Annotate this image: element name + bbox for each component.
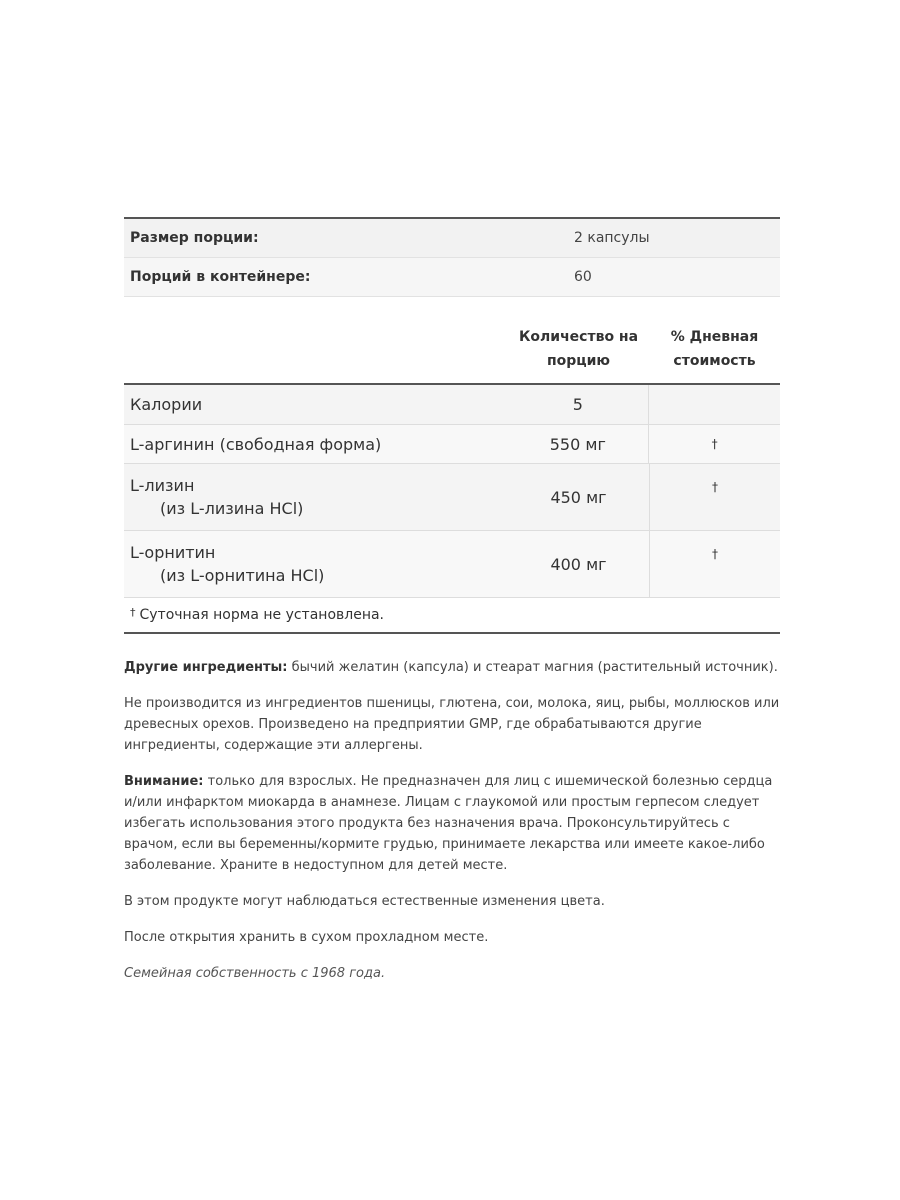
- nutrient-daily-value: †: [649, 531, 780, 597]
- amount-per-serving-header: Количество на порцию: [518, 329, 639, 369]
- nutrient-source: (из L-лизина HCl): [160, 499, 304, 518]
- other-ingredients: [124, 657, 784, 678]
- nutrient-name: L-аргинин (свободная форма): [130, 434, 382, 454]
- nutrient-daily-value: †: [649, 464, 780, 530]
- daily-value-footnote: [124, 598, 780, 634]
- nutrient-name: L-лизин: [130, 476, 195, 495]
- nutrient-name: Калории: [130, 395, 203, 414]
- serving-size-label: Размер порции:: [130, 230, 259, 246]
- nutrient-amount: 5: [572, 395, 583, 414]
- serving-size-value: 2 капсулы: [574, 230, 650, 246]
- serving-info-table: [124, 217, 780, 297]
- nutrient-daily-value: †: [648, 425, 780, 463]
- other-ingredients-label: Другие ингредиенты:: [124, 660, 288, 675]
- servings-per-container-value: 60: [574, 269, 592, 285]
- nutrient-source: (из L-орнитина HCl): [160, 566, 325, 585]
- nutrient-amount: 450 мг: [550, 487, 607, 507]
- warning-label: Внимание:: [124, 774, 204, 789]
- daily-value-header: % Дневная стоимость: [670, 329, 759, 369]
- product-notes: [124, 657, 784, 999]
- nutrient-amount: 400 мг: [550, 554, 607, 574]
- nutrient-amount: 550 мг: [549, 434, 606, 454]
- nutrient-name: L-орнитин: [130, 543, 216, 562]
- family-owned-note: Семейная собственность с 1968 года.: [124, 966, 386, 981]
- servings-per-container-row: [124, 258, 780, 297]
- facts-table-header: [124, 329, 780, 385]
- supplement-facts: [124, 217, 780, 634]
- storage-note: После открытия хранить в сухом прохладном месте.: [124, 930, 489, 945]
- serving-size-row: [124, 219, 780, 258]
- table-row: [124, 385, 780, 425]
- other-ingredients-text: бычий желатин (капсула) и стеарат магния (растительный источник).: [287, 660, 778, 675]
- table-row: [124, 425, 780, 464]
- allergen-statement: Не производится из ингредиентов пшеницы, глютена, сои, молока, яиц, рыбы, моллюсков или древесных орехов. Произведено на предприятии GMP, где обрабатываются другие ингредиенты, содержащие эти аллергены.: [124, 696, 780, 753]
- color-variation-note: В этом продукте могут наблюдаться естественные изменения цвета.: [124, 894, 605, 909]
- footnote-text: Суточная норма не установлена.: [139, 607, 385, 623]
- dagger-mark: †: [130, 605, 136, 619]
- servings-per-container-label: Порций в контейнере:: [130, 269, 311, 285]
- table-row: [124, 531, 780, 598]
- facts-table-body: [124, 385, 780, 598]
- warning: [124, 771, 784, 876]
- warning-text: только для взрослых. Не предназначен для лиц с ишемической болезнью сердца и/или инфарктом миокарда в анамнезе. Лицам с глаукомой или простым герпесом следует избегать использования этого продукта без назначения врача. Проконсультируйтесь с врачом, если вы беременны/кормите грудью, принимаете лекарства или имеете какое-либо заболевание. Храните в недоступном для детей месте.: [124, 774, 773, 873]
- table-row: [124, 464, 780, 531]
- nutrient-daily-value: [648, 385, 780, 424]
